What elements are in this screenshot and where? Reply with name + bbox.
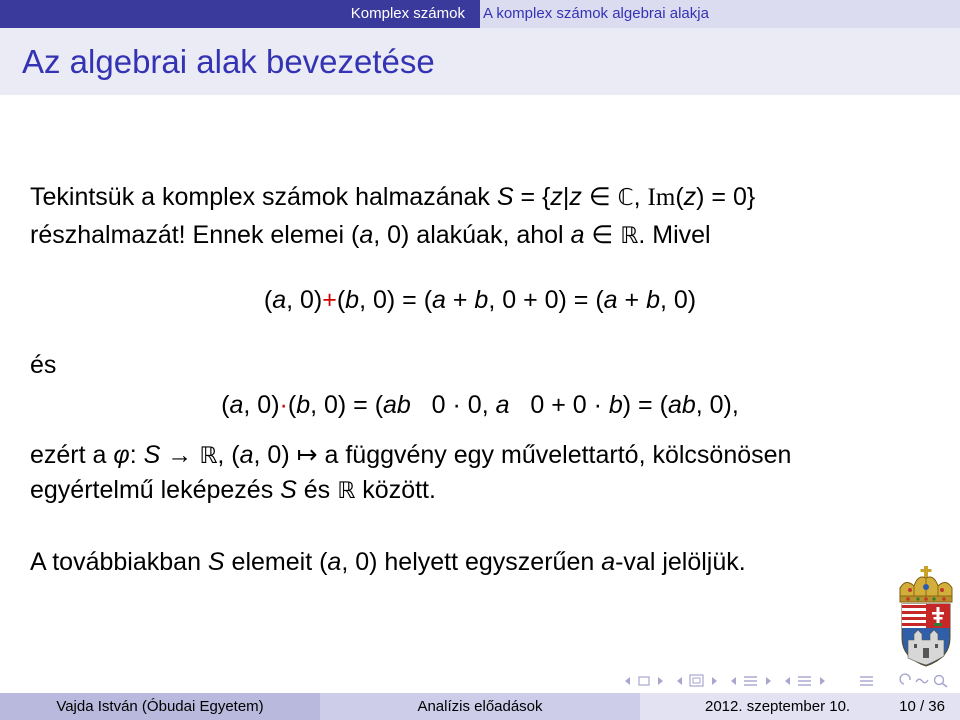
math-variable: z <box>683 183 697 211</box>
paragraph-line-2 <box>30 220 711 251</box>
outline-icon[interactable] <box>860 677 873 685</box>
math-operator: Im <box>647 184 676 211</box>
math-variable: a <box>272 286 287 314</box>
text-segment: , 0) <box>659 286 697 314</box>
text-segment: között. <box>355 476 436 504</box>
footer-date: 2012. szeptember 10. <box>705 698 851 715</box>
math-variable: a <box>603 286 618 314</box>
text-segment: ( <box>336 286 346 314</box>
text-segment: egyértelmű leképezés <box>30 476 281 504</box>
text-segment: , <box>633 183 648 211</box>
text-segment: 0 · 0, <box>410 391 496 419</box>
section-icon[interactable] <box>798 677 811 685</box>
footer-date-box <box>640 693 960 720</box>
text-segment: , 0) <box>341 548 378 576</box>
set-symbol: ℂ <box>617 185 634 211</box>
math-variable: b <box>345 286 360 314</box>
math-variable: a <box>239 441 254 469</box>
math-variable: a <box>432 286 446 314</box>
math-variable: S <box>280 476 297 504</box>
page-title: Az algebrai alak bevezetése <box>22 43 435 80</box>
text-segment: 0 + 0 · <box>509 391 609 419</box>
prev-section-icon[interactable] <box>785 677 790 685</box>
prev-frame-icon[interactable] <box>677 677 682 685</box>
text-segment: A továbbiakban <box>30 548 208 576</box>
text-segment: , 0 + 0) = ( <box>488 286 604 314</box>
text-segment: alakúak, ahol <box>409 221 571 249</box>
math-variable: b <box>474 286 489 314</box>
text-segment: | <box>562 183 570 211</box>
equation-multiplication <box>0 390 960 420</box>
frame-icon[interactable] <box>690 675 703 686</box>
text-segment: + <box>445 286 475 314</box>
paragraph-line-3 <box>30 440 791 471</box>
text-segment: ) = ( <box>622 391 668 419</box>
text-segment: helyett egyszerűen <box>377 548 602 576</box>
text-segment: ( <box>350 221 360 249</box>
frame-title-bar <box>0 28 960 95</box>
text-segment: , 0) = ( <box>310 391 384 419</box>
text-segment: ( <box>221 391 230 419</box>
university-crest-icon <box>894 566 958 668</box>
headline <box>0 0 960 28</box>
text-segment: , 0) ↦ a függvény egy művelettartó, kölcsönösen <box>253 441 792 469</box>
math-variable: a <box>601 548 616 576</box>
set-symbol: ℝ <box>337 478 356 504</box>
text-segment: → <box>160 441 200 469</box>
text-segment: és <box>296 476 338 504</box>
equation-addition <box>0 285 960 315</box>
text-segment: : <box>129 441 144 469</box>
prev-subsection-icon[interactable] <box>731 677 736 685</box>
text-segment: , 0) <box>286 286 323 314</box>
plus-operator: + <box>322 286 337 314</box>
text-segment: ( <box>675 183 684 211</box>
math-variable: z <box>569 183 582 211</box>
next-frame-icon[interactable] <box>712 677 717 685</box>
paragraph-line-5 <box>30 547 746 577</box>
text-segment: + <box>617 286 647 314</box>
text-segment: elemeit <box>224 548 320 576</box>
footer-author: Vajda István (Óbudai Egyetem) <box>56 698 264 715</box>
text-segment: ezért a <box>30 441 114 469</box>
times-operator: · <box>279 391 288 419</box>
crown-icon <box>900 566 952 602</box>
math-variable: a <box>359 221 374 249</box>
paragraph-line-1 <box>30 182 755 213</box>
subsection-icon[interactable] <box>744 677 757 685</box>
navigation-symbols <box>620 671 956 691</box>
text-segment: ) = 0} <box>696 183 756 211</box>
text-segment: . Mivel <box>638 221 711 249</box>
text-segment: -val jelöljük. <box>615 548 746 576</box>
text-segment: Tekintsük a komplex számok halmazának <box>30 183 497 211</box>
next-slide-icon[interactable] <box>658 677 663 685</box>
text-segment: ∈ <box>584 221 621 249</box>
text-segment: részhalmazát! Ennek elemei <box>30 221 351 249</box>
subsection-nav[interactable] <box>480 0 960 28</box>
math-variable: ab <box>667 391 696 419</box>
paragraph-line-4 <box>30 475 436 506</box>
math-variable: S <box>207 548 225 576</box>
next-section-icon[interactable] <box>820 677 825 685</box>
footer-author-box <box>0 693 320 720</box>
subsection-title[interactable]: A komplex számok algebrai alakja <box>483 5 709 22</box>
text-segment: ( <box>263 286 273 314</box>
math-variable: b <box>296 391 311 419</box>
shield-icon <box>902 604 950 666</box>
prev-slide-icon[interactable] <box>625 677 630 685</box>
math-variable: b <box>608 391 623 419</box>
set-symbol: ℝ <box>199 443 218 469</box>
text-segment: , 0) <box>243 391 280 419</box>
math-variable: S <box>143 441 161 469</box>
text-segment: ∈ <box>581 183 618 211</box>
slide-icon[interactable] <box>639 677 649 685</box>
math-variable: S <box>496 183 514 211</box>
section-nav[interactable] <box>0 0 480 28</box>
text-segment: , ( <box>217 441 240 469</box>
forward-icon[interactable] <box>916 679 928 683</box>
next-subsection-icon[interactable] <box>766 677 771 685</box>
footer-title: Analízis előadások <box>417 698 543 715</box>
math-variable: b <box>646 286 660 314</box>
text-segment: ( <box>287 391 297 419</box>
text-segment: , 0), <box>695 391 739 419</box>
math-variable: ab <box>383 391 411 419</box>
page-number: 10 / 36 <box>899 698 945 715</box>
footer-title-box <box>320 693 640 720</box>
text-segment: = { <box>513 183 551 211</box>
footline <box>0 693 960 720</box>
section-title[interactable]: Komplex számok <box>350 5 465 22</box>
text-segment: , 0) = ( <box>359 286 433 314</box>
math-variable: a <box>570 221 585 249</box>
math-variable: a <box>495 391 510 419</box>
text-segment: , 0) <box>373 221 410 249</box>
math-variable: φ <box>113 441 130 469</box>
set-symbol: ℝ <box>620 223 639 249</box>
math-variable: z <box>550 183 563 211</box>
connector-word: és <box>30 351 57 379</box>
math-variable: a <box>229 391 244 419</box>
back-icon[interactable] <box>900 674 910 684</box>
search-icon[interactable] <box>935 676 948 688</box>
text-segment: ( <box>319 548 328 576</box>
math-variable: a <box>327 548 342 576</box>
